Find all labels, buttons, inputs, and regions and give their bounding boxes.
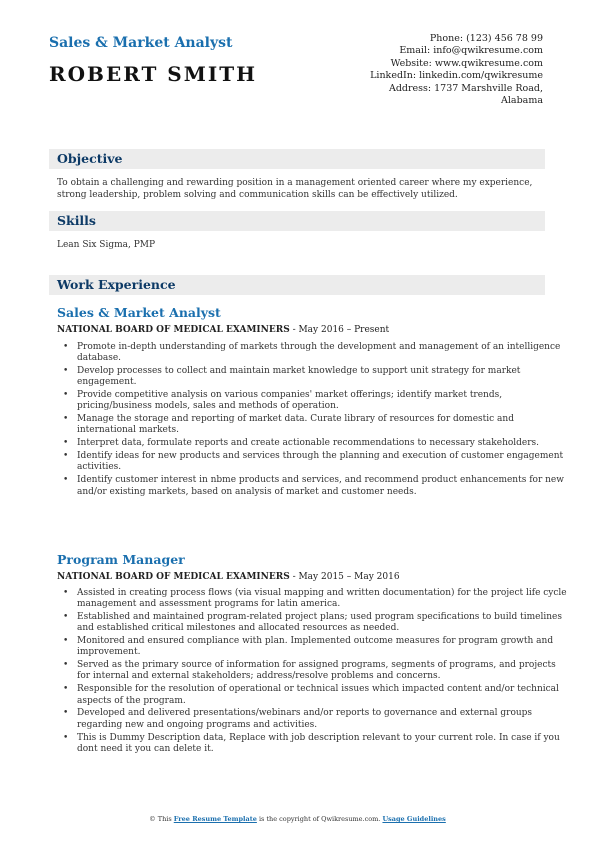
- list-item: • This is Dummy Description data, Replace with job description relevant to your current role. In case if you dont need it you can delete it.: [77, 733, 567, 755]
- list-item: • Interpret data, formulate reports and create actionable recommendations to necessary stakeholders.: [77, 438, 567, 449]
- skills-text: Lean Six Sigma, PMP: [57, 240, 156, 250]
- footer-copyright-prefix: © This: [149, 815, 174, 823]
- list-item: • Developed and delivered presentations/webinars and/or reports to governance and external groups regarding new and ongoing programs and activities.: [77, 708, 567, 730]
- header-name: ROBERT SMITH: [49, 62, 258, 86]
- footer-copyright-text: is the copyright of Qwikresume.com.: [256, 815, 383, 823]
- contact-linkedin[interactable]: LinkedIn: linkedin.com/qwikresume: [370, 70, 543, 82]
- job-dates: - May 2015 – May 2016: [289, 572, 400, 582]
- list-item: • Assisted in creating process flows (via visual mapping and written documentation) for the project life cycle management and assessment programs for latin america.: [77, 588, 567, 610]
- contact-phone: Phone: (123) 456 78 99: [429, 33, 543, 44]
- job-company-line: [57, 572, 400, 582]
- list-item: • Identify ideas for new products and services through the planning and execution of customer engagement activities.: [77, 451, 567, 473]
- experience-heading: Work Experience: [57, 277, 176, 292]
- objective-section-bar: [49, 149, 545, 169]
- list-item: • Provide competitive analysis on various companies' market offerings; identify market trends, pricing/business models, sales and methods of operation.: [77, 390, 567, 412]
- list-item: • Served as the primary source of information for assigned programs, segments of programs, and projects for internal and external stakeholders; address/resolve problems and concerns.: [77, 660, 567, 682]
- list-item: • Manage the storage and reporting of market data. Curate library of resources for domestic and international markets.: [77, 414, 567, 436]
- experience-section-bar: [49, 275, 545, 295]
- list-item: • Promote in-depth understanding of markets through the development and management of an intelligence database.: [77, 342, 567, 364]
- list-item: • Identify customer interest in nbme products and services, and recommend product enhancements for new and/or existing markets, based on analysis of market and customer needs.: [77, 475, 567, 497]
- skills-heading: Skills: [57, 213, 96, 228]
- contact-website[interactable]: Website: www.qwikresume.com: [390, 57, 543, 69]
- footer: [0, 815, 595, 823]
- job-company-line: [57, 325, 389, 335]
- contact-block: [323, 33, 543, 107]
- list-item: • Responsible for the resolution of operational or technical issues which impacted content and/or technical aspects of the program.: [77, 684, 567, 706]
- job-bullets: [57, 342, 567, 499]
- skills-section-bar: [49, 211, 545, 231]
- contact-email[interactable]: Email: info@qwikresume.com: [399, 45, 543, 57]
- job-title: Sales & Market Analyst: [57, 305, 221, 320]
- contact-address-line2: Alabama: [501, 95, 543, 107]
- job-dates: - May 2016 – Present: [289, 325, 390, 335]
- footer-usage-guidelines-link[interactable]: Usage Guidelines: [382, 815, 446, 823]
- job-title: Program Manager: [57, 552, 185, 567]
- list-item: • Develop processes to collect and maintain market knowledge to support unit strategy for market engagement.: [77, 366, 567, 388]
- job-company: NATIONAL BOARD OF MEDICAL EXAMINERS: [57, 572, 290, 582]
- footer-template-link[interactable]: Free Resume Template: [173, 815, 257, 823]
- job-bullets: [57, 588, 567, 757]
- list-item: • Monitored and ensured compliance with plan. Implemented outcome measures for program growth and improvement.: [77, 636, 567, 658]
- header-job-title: Sales & Market Analyst: [49, 35, 233, 51]
- objective-text: To obtain a challenging and rewarding position in a management oriented career where my experience, strong leadership, problem solving and communication skills can be effectively utilized.: [57, 178, 533, 200]
- list-item: • Established and maintained program-related project plans; used program specifications to build timelines and established critical milestones and allocated resources as needed.: [77, 612, 567, 634]
- contact-address-line1: Address: 1737 Marshville Road,: [388, 82, 543, 94]
- job-company: NATIONAL BOARD OF MEDICAL EXAMINERS: [57, 325, 290, 335]
- objective-heading: Objective: [57, 151, 123, 166]
